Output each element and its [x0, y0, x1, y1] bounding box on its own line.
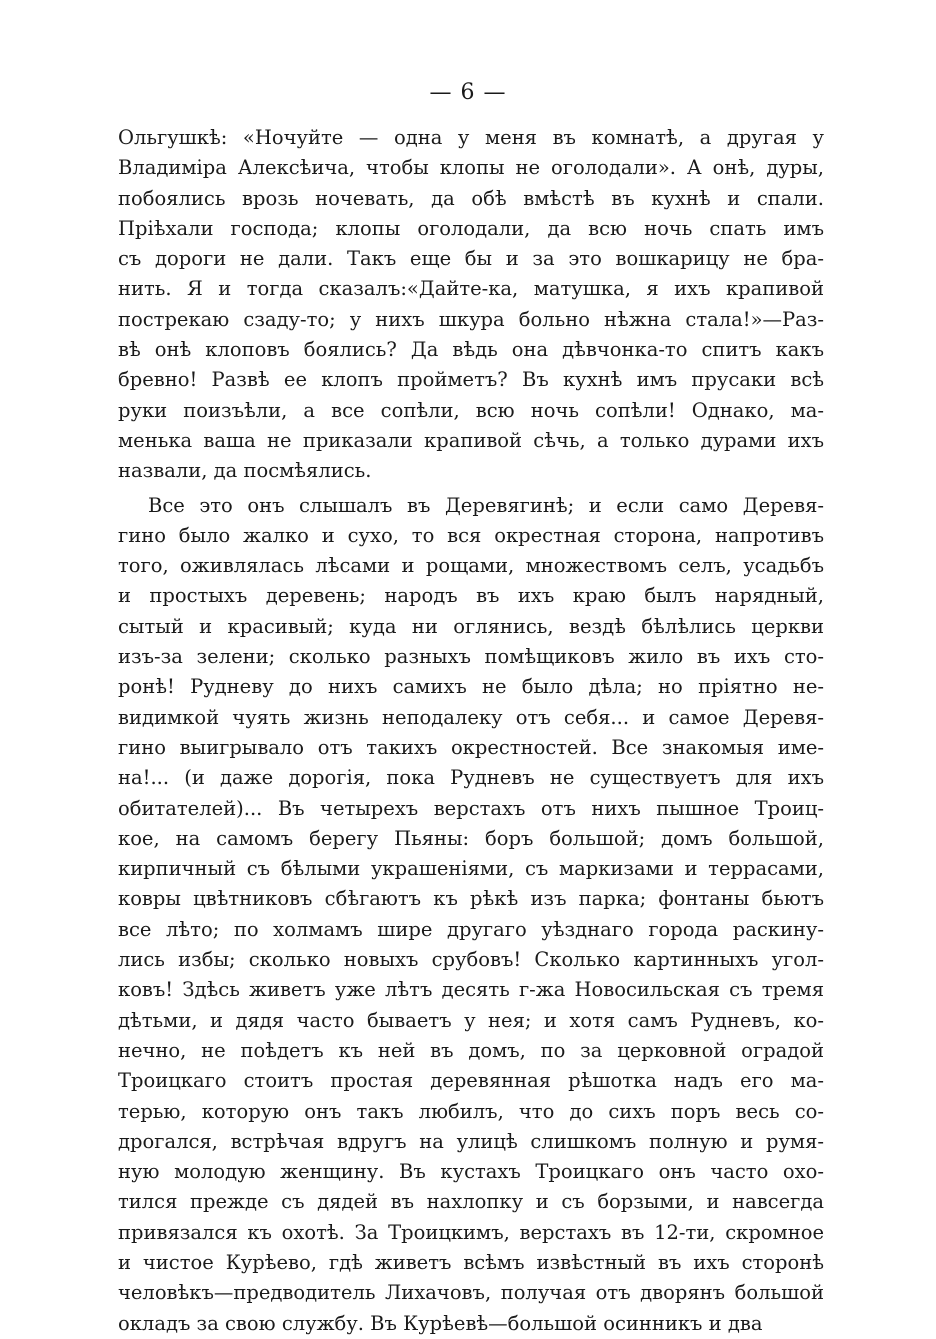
text-line: Владиміра Алексѣича, чтобы клопы не оголодали». А онѣ, дуры, — [118, 156, 824, 180]
text-line: того, оживлялась лѣсами и рощами, множествомъ селъ, усадьбъ — [118, 554, 824, 578]
text-line: на!... (и даже дорогія, пока Рудневъ не существуетъ для ихъ — [118, 766, 824, 790]
text-line: ную молодую женщину. Въ кустахъ Троицкаго онъ часто охо- — [118, 1160, 824, 1184]
text-line: вѣ онѣ клоповъ боялись? Да вѣдь она дѣвчонка-то спитъ какъ — [118, 338, 824, 362]
text-line: тился прежде съ дядей въ нахлопку и съ борзыми, и навсегда — [118, 1190, 824, 1214]
text-line: ковъ! Здѣсь живетъ уже лѣтъ десять г-жа Новосильская съ тремя — [118, 978, 824, 1002]
text-line: дѣтьми, и дядя часто бываетъ у нея; и хотя самъ Рудневъ, ко- — [118, 1008, 824, 1032]
text-line: нить. Я и тогда сказалъ:«Дайте-ка, матушка, я ихъ крапивой — [118, 277, 824, 301]
text-line: Ольгушкѣ: «Ночуйте — одна у меня въ комнатѣ, а другая у — [118, 126, 824, 149]
text-line: Троицкаго стоитъ простая деревянная рѣшотка надъ его ма- — [118, 1069, 824, 1093]
text-line: окладъ за свою службу. Въ Курѣевѣ—большой осинникъ и два — [118, 1311, 763, 1335]
paragraph — [118, 123, 824, 487]
text-line: назвали, да посмѣялись. — [118, 459, 372, 483]
text-line: изъ-за зелени; сколько разныхъ помѣщиковъ жило въ ихъ сто- — [118, 645, 824, 669]
text-line: и простыхъ деревень; народъ въ ихъ краю былъ нарядный, — [118, 584, 824, 608]
text-line: терью, которую онъ такъ любилъ, что до сихъ поръ весь со- — [118, 1099, 824, 1123]
text-line: Все это онъ слышалъ въ Деревягинѣ; и если само Деревя- — [148, 493, 824, 517]
text-line: гино выигрывало отъ такихъ окрестностей. Все знакомыя име- — [118, 735, 824, 759]
text-line: ковры цвѣтниковъ сбѣгаютъ къ рѣкѣ изъ парка; фонтаны бьютъ — [118, 887, 824, 911]
text-line: бревно! Развѣ ее клопъ пройметъ? Въ кухнѣ имъ прусаки всѣ — [118, 368, 824, 392]
page-number: — 6 — — [429, 80, 507, 105]
text-line: руки поизъѣли, а все сопѣли, всю ночь сопѣли! Однако, ма- — [118, 398, 824, 422]
text-block — [118, 123, 824, 1339]
text-line: все лѣто; по холмамъ шире другаго уѣзднаго города раскину- — [118, 917, 824, 941]
text-line: кое, на самомъ берегу Пьяны: боръ большой; домъ большой, — [118, 826, 824, 850]
text-line: ронѣ! Рудневу до нихъ самихъ не было дѣла; но пріятно не- — [118, 675, 824, 699]
text-line: нечно, не поѣдетъ къ ней въ домъ, по за церковной оградой — [118, 1038, 824, 1062]
text-line: кирпичный съ бѣлыми украшеніями, съ маркизами и террасами, — [118, 857, 824, 881]
text-line: и чистое Курѣево, гдѣ живетъ всѣмъ извѣстный въ ихъ сторонѣ — [118, 1250, 824, 1274]
text-line: сытый и красивый; куда ни оглянись, вездѣ бѣлѣлись церкви — [118, 614, 824, 638]
text-line: обитателей)... Въ четырехъ верстахъ отъ нихъ пышное Троиц- — [118, 796, 824, 820]
paragraph — [118, 491, 824, 1339]
text-line: менька ваша не приказали крапивой сѣчь, а только дурами ихъ — [118, 428, 824, 452]
text-line: привязался къ охотѣ. За Троицкимъ, верстахъ въ 12-ти, скромное — [118, 1220, 824, 1244]
text-line: пострекаю сзаду-то; у нихъ шкура больно нѣжна стала!»—Раз- — [118, 307, 824, 331]
text-line: дрогался, встрѣчая вдругъ на улицѣ слишкомъ полную и румя- — [118, 1129, 824, 1153]
text-line: видимкой чуять жизнь неподалеку отъ себя... и самое Деревя- — [118, 705, 824, 729]
text-line: лись избы; сколько новыхъ срубовъ! Сколько картинныхъ угол- — [118, 948, 824, 972]
text-line: съ дороги не дали. Такъ еще бы и за это вошкарицу не бра- — [118, 247, 824, 271]
text-line: человѣкъ—предводитель Лихачовъ, получая отъ дворянъ большой — [118, 1281, 824, 1305]
text-line: гино было жалко и сухо, то вся окрестная сторона, напротивъ — [118, 523, 824, 547]
text-line: Пріѣхали господа; клопы оголодали, да всю ночь спать имъ — [118, 216, 824, 240]
text-line: побоялись врозь ночевать, да обѣ вмѣстѣ въ кухнѣ и спали. — [118, 186, 824, 210]
